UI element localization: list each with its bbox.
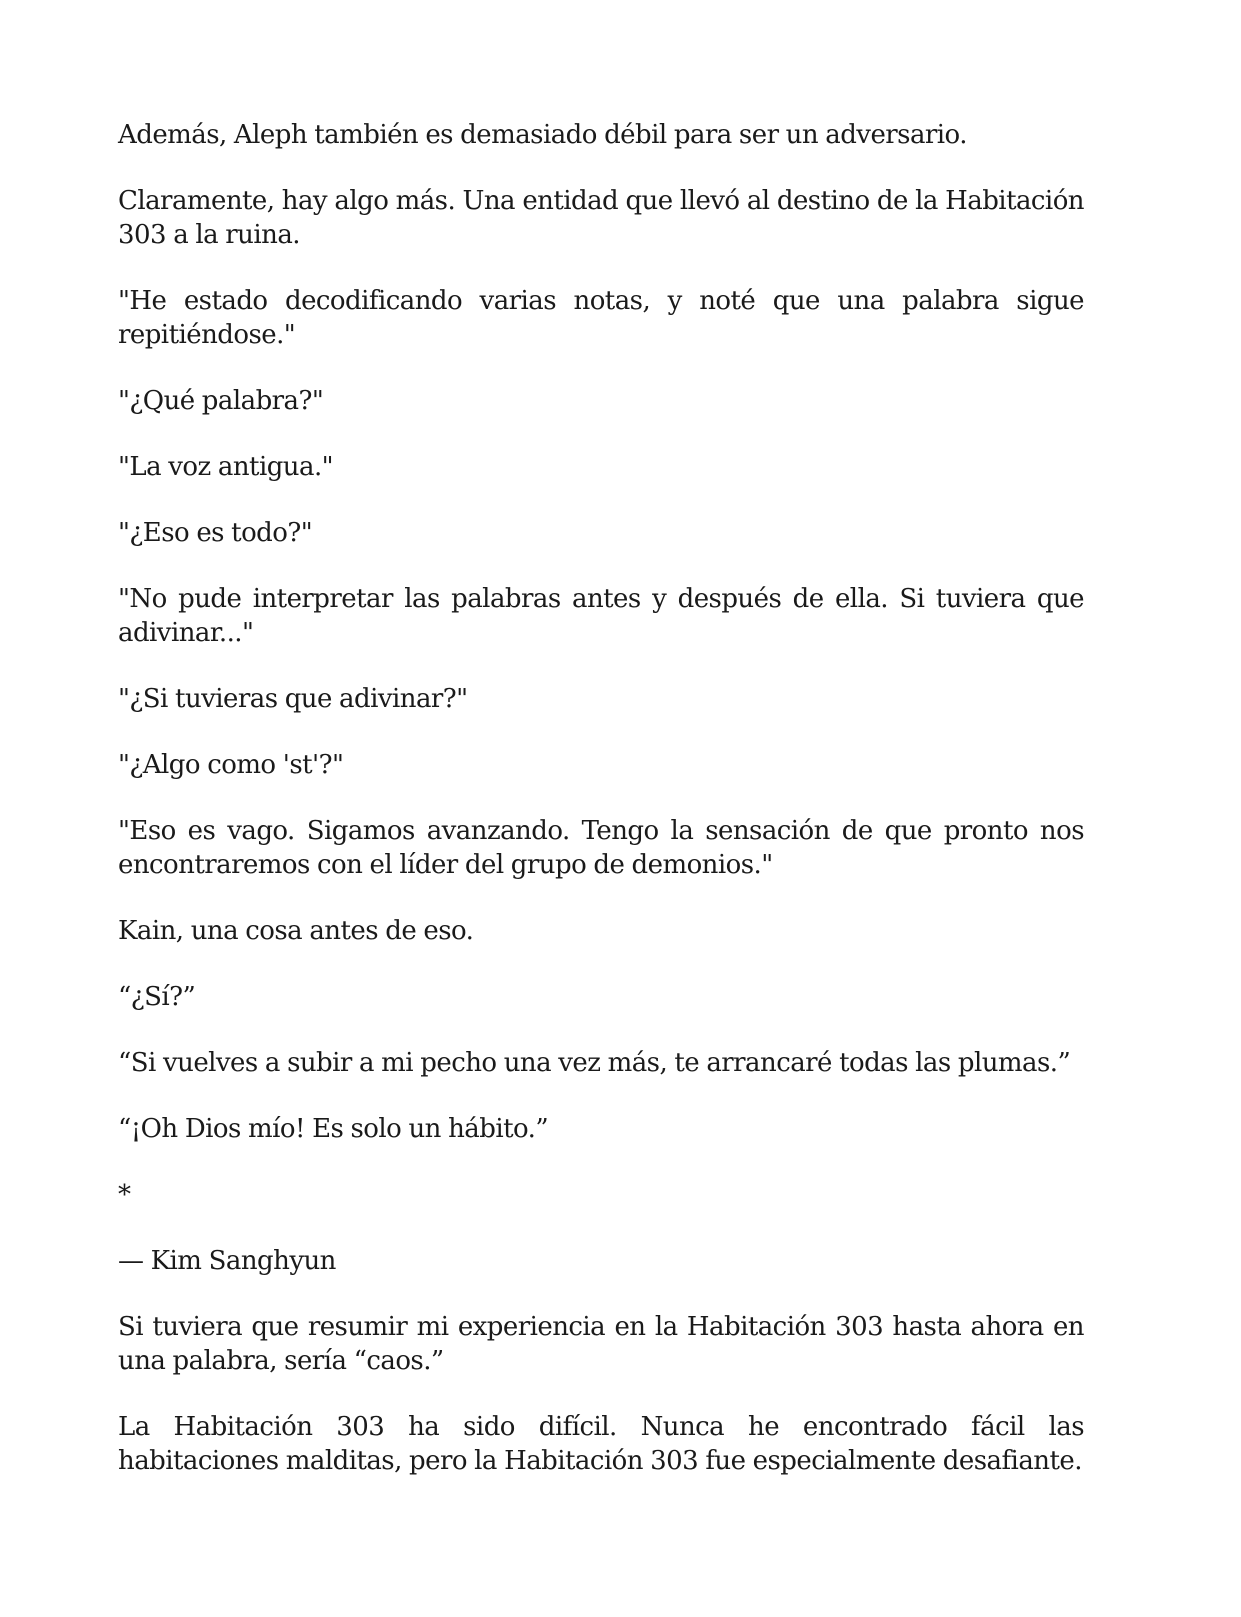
paragraph: "La voz antigua."	[118, 452, 334, 482]
paragraph: "Eso es vago. Sigamos avanzando. Tengo la sensación de que pronto nos encontraremos con el líder del grupo de demonios."	[118, 816, 1084, 880]
pov-heading: — Kim Sanghyun	[118, 1246, 336, 1276]
paragraph: “¡Oh Dios mío! Es solo un hábito.”	[118, 1114, 549, 1144]
paragraph: "He estado decodificando varias notas, y noté que una palabra sigue repitiéndose."	[118, 286, 1084, 350]
scene-break: *	[118, 1180, 131, 1210]
paragraph: Si tuviera que resumir mi experiencia en la Habitación 303 hasta ahora en una palabra, sería “caos.”	[118, 1312, 1084, 1376]
paragraph: “Si vuelves a subir a mi pecho una vez más, te arrancaré todas las plumas.”	[118, 1048, 1071, 1078]
paragraph: "¿Eso es todo?"	[118, 518, 313, 548]
paragraph: La Habitación 303 ha sido difícil. Nunca he encontrado fácil las habitaciones malditas, pero la Habitación 303 fue especialmente desafiante.	[118, 1412, 1084, 1476]
paragraph: "¿Qué palabra?"	[118, 386, 324, 416]
paragraph: Kain, una cosa antes de eso.	[118, 916, 474, 946]
paragraph: "¿Si tuvieras que adivinar?"	[118, 684, 468, 714]
paragraph: Claramente, hay algo más. Una entidad que llevó al destino de la Habitación 303 a la ruina.	[118, 186, 1084, 250]
paragraph: "¿Algo como 'st'?"	[118, 750, 344, 780]
paragraph: "No pude interpretar las palabras antes y después de ella. Si tuviera que adivinar..."	[118, 584, 1084, 648]
document-body	[118, 118, 1084, 1510]
paragraph: “¿Sí?”	[118, 982, 196, 1012]
paragraph: Además, Aleph también es demasiado débil para ser un adversario.	[118, 120, 967, 150]
